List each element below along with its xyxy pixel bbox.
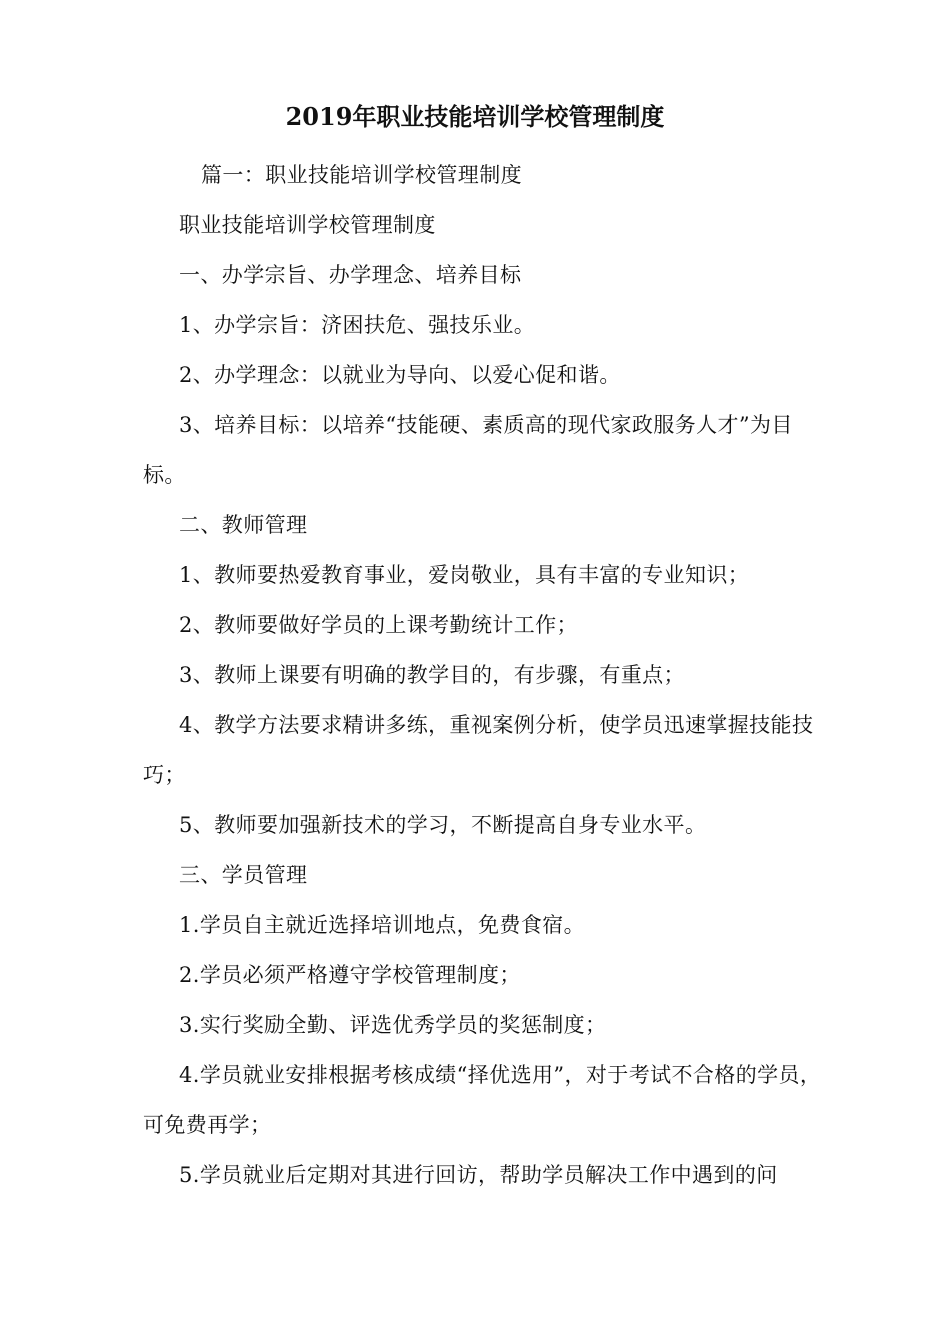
paragraph-heading-1: 一、办学宗旨、办学理念、培养目标 (179, 263, 522, 287)
paragraph-subtitle: 职业技能培训学校管理制度 (179, 213, 436, 237)
paragraph: 1、教师要热爱教育事业，爱岗敬业，具有丰富的专业知识； (179, 563, 750, 587)
document-body (143, 150, 823, 1200)
paragraph-heading-3: 三、学员管理 (179, 863, 308, 887)
paragraph: 1.学员自主就近选择培训地点，免费食宿。 (179, 913, 586, 937)
paragraph: 5、教师要加强新技术的学习，不断提高自身专业水平。 (179, 813, 707, 837)
paragraph: 2.学员必须严格遵守学校管理制度； (179, 963, 521, 987)
paragraph: 2、教师要做好学员的上课考勤统计工作； (179, 613, 578, 637)
paragraph-section-heading: 篇一：职业技能培训学校管理制度 (201, 163, 522, 187)
paragraph: 4.学员就业安排根据考核成绩“择优选用”，对于考试不合格的学员，可免费再学； (143, 1063, 822, 1137)
paragraph: 4、教学方法要求精讲多练，重视案例分析，使学员迅速掌握技能技巧； (143, 713, 814, 787)
paragraph: 3、培养目标：以培养“技能硬、素质高的现代家政服务人才”为目标。 (143, 413, 793, 487)
paragraph: 3、教师上课要有明确的教学目的，有步骤，有重点； (179, 663, 685, 687)
paragraph: 2、办学理念：以就业为导向、以爱心促和谐。 (179, 363, 621, 387)
document-title: 2019年职业技能培训学校管理制度 (285, 102, 665, 131)
paragraph: 5.学员就业后定期对其进行回访，帮助学员解决工作中遇到的问 (179, 1163, 778, 1187)
paragraph: 3.实行奖励全勤、评选优秀学员的奖惩制度； (179, 1013, 607, 1037)
paragraph: 1、办学宗旨：济困扶危、强技乐业。 (179, 313, 536, 337)
paragraph-heading-2: 二、教师管理 (179, 513, 308, 537)
